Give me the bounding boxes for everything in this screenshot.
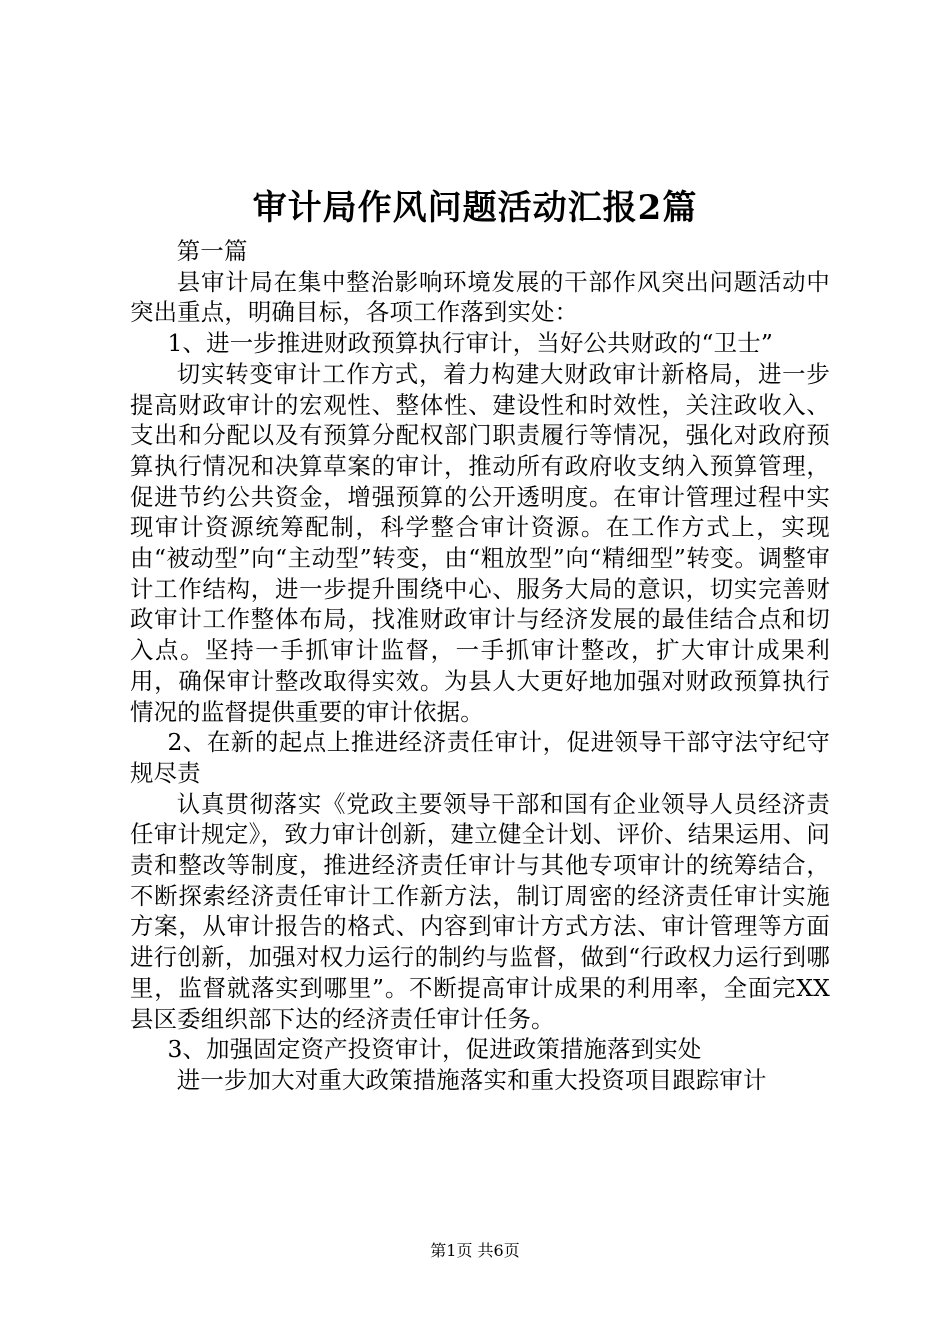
paragraph: 进一步加大对重大政策措施落实和重大投资项目跟踪审计 bbox=[176, 1065, 767, 1094]
document-body bbox=[130, 236, 830, 1096]
page-footer: 第1页 共6页 bbox=[430, 1241, 520, 1260]
paragraph: 切实转变审计工作方式，着力构建大财政审计新格局，进一步提高财政审计的宏观性、整体性、建设性和时效性，关注政收入、支出和分配以及有预算分配权部门职责履行等情况，强化对政府预算执行情况和决算草案的审计，推动所有政府收支纳入预算管理，促进节约公共资金，增强预算的公开透明度。在审计管理过程中实现审计资源统筹配制，科学整合审计资源。在工作方式上，实现由“被动型”向“主动型”转变，由“粗放型”向“精细型”转变。调整审计工作结构，进一步提升围绕中心、服务大局的意识，切实完善财政审计工作整体布局，找准财政审计与经济发展的最佳结合点和切入点。坚持一手抓审计监督，一手抓审计整改，扩大审计成果利用，确保审计整改取得实效。为县人大更好地加强对财政预算执行情况的监督提供重要的审计依据。 bbox=[130, 359, 830, 726]
section-heading: 2、在新的起点上推进经济责任审计，促进领导干部守法守纪守规尽责 bbox=[130, 728, 830, 787]
section-heading: 1、进一步推进财政预算执行审计，当好公共财政的“卫士” bbox=[167, 329, 774, 358]
paragraph: 县审计局在集中整治影响环境发展的干部作风突出问题活动中突出重点，明确目标，各项工作落到实处： bbox=[130, 267, 830, 327]
section-heading: 3、加强固定资产投资审计，促进政策措施落到实处 bbox=[167, 1035, 702, 1064]
section-label: 第一篇 bbox=[176, 237, 248, 265]
page-title: 审计局作风问题活动汇报2篇 bbox=[252, 188, 698, 228]
paragraph: 认真贯彻落实《党政主要领导干部和国有企业领导人员经济责任审计规定》，致力审计创新，建立健全计划、评价、结果运用、问责和整改等制度，推进经济责任审计与其他专项审计的统筹结合，不断探索经济责任审计工作新方法，制订周密的经济责任审计实施方案，从审计报告的格式、内容到审计方式方法、审计管理等方面进行创新，加强对权力运行的制约与监督，做到“行政权力运行到哪里，监督就落实到哪里”。不断提高审计成果的利用率，全面完XX县区委组织部下达的经济责任审计任务。 bbox=[130, 789, 830, 1033]
